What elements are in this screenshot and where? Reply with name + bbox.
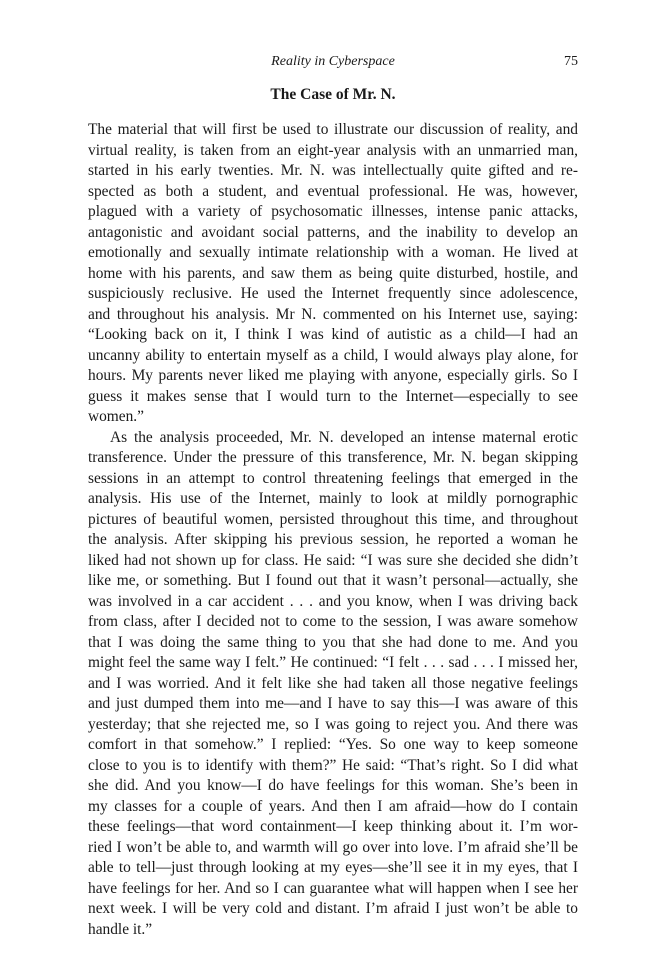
text-line: was involved in a car accident . . . and you know, when I was driving back <box>88 592 578 610</box>
text-line: uncanny ability to entertain myself as a child, I would always play alone, for <box>88 346 578 364</box>
text-line: like me, or something. But I found out that it wasn’t personal—actually, she <box>88 572 578 589</box>
text-line: and I was worried. And it felt like she had taken all those negative feelings <box>88 674 578 692</box>
text-line: emotionally and sexually intimate relationship with a woman. He lived at <box>88 244 578 261</box>
text-line: “Looking back on it, I think I was kind of autistic as a child—I had an <box>88 326 578 343</box>
text-line: that I was doing the same thing to you that she had done to me. And you <box>88 633 578 651</box>
text-line: the analysis. After skipping his previous session, he reported a woman he <box>88 531 578 548</box>
text-line: home with his parents, and saw them as being quite disturbed, hostile, and <box>88 264 578 282</box>
text-line: hours. My parents never liked me playing with anyone, especially girls. So I <box>88 367 578 384</box>
text-line: started in his early twenties. Mr. N. was intellectually quite gifted and re- <box>88 162 578 179</box>
text-line: antagonistic and avoidant social patterns, and the inability to develop an <box>88 223 578 241</box>
page-number: 75 <box>564 54 578 69</box>
text-line: pictures of beautiful women, persisted throughout this time, and throughout <box>88 510 578 528</box>
text-line: guess it makes sense that I would turn to the Internet—especially to see <box>88 387 578 405</box>
text-line: transference. Under the pressure of this transference, Mr. N. began skipping <box>88 449 578 466</box>
text-line: suspiciously reclusive. He used the Internet frequently since adolescence, <box>88 285 578 302</box>
text-line: plagued with a variety of psychosomatic illnesses, intense panic attacks, <box>88 203 578 220</box>
text-line: my classes for a couple of years. And then I am afraid—how do I contain <box>88 797 578 815</box>
text-line: analysis. His use of the Internet, mainly to look at mildly pornographic <box>88 490 578 507</box>
text-line: able to tell—just through looking at my eyes—she’ll see it in my eyes, that I <box>88 859 578 876</box>
text-line: and throughout his analysis. Mr N. commented on his Internet use, saying: <box>88 305 578 323</box>
text-line: yesterday; that she rejected me, so I was going to reject you. And there was <box>88 715 578 733</box>
paragraph-2 <box>88 428 578 941</box>
text-line: from class, after I decided not to come to the session, I was aware somehow <box>88 613 578 630</box>
text-line: these feelings—that word containment—I keep thinking about it. I’m wor- <box>88 818 578 835</box>
text-line: she did. And you know—I do have feelings for this woman. She’s been in <box>88 777 578 794</box>
section-heading: The Case of Mr. N. <box>270 86 396 103</box>
text-line: spected as both a student, and eventual professional. He was, however, <box>88 182 578 200</box>
text-line: and just dumped them into me—and I have to say this—I was aware of this <box>88 695 578 712</box>
text-line: close to you is to identify with them?” He said: “That’s right. So I did what <box>88 756 578 774</box>
body-text <box>88 120 578 940</box>
text-line: As the analysis proceeded, Mr. N. developed an intense maternal erotic <box>110 428 578 446</box>
text-line: comfort in that somehow.” I replied: “Yes. So one way to keep someone <box>88 736 578 753</box>
text-line: have feelings for her. And so I can guarantee what will happen when I see her <box>88 879 578 897</box>
text-line: The material that will first be used to illustrate our discussion of reality, and <box>88 121 578 138</box>
text-line: might feel the same way I felt.” He continued: “I felt . . . sad . . . I missed her, <box>88 654 578 671</box>
running-header <box>88 52 578 72</box>
text-line: handle it.” <box>88 920 153 938</box>
text-line: ried I won’t be able to, and warmth will go over into love. I’m afraid she’ll be <box>88 838 578 856</box>
text-line: virtual reality, is taken from an eight-year analysis with an unmarried man, <box>88 141 578 159</box>
text-line: sessions in an attempt to control threatening feelings that emerged in the <box>88 469 578 487</box>
text-line: women.” <box>88 408 144 425</box>
paragraph-1 <box>88 120 578 428</box>
text-line: next week. I will be very cold and distant. I’m afraid I just won’t be able to <box>88 900 578 917</box>
running-title: Reality in Cyberspace <box>271 54 395 69</box>
text-line: liked had not shown up for class. He said: “I was sure she decided she didn’t <box>88 551 578 569</box>
